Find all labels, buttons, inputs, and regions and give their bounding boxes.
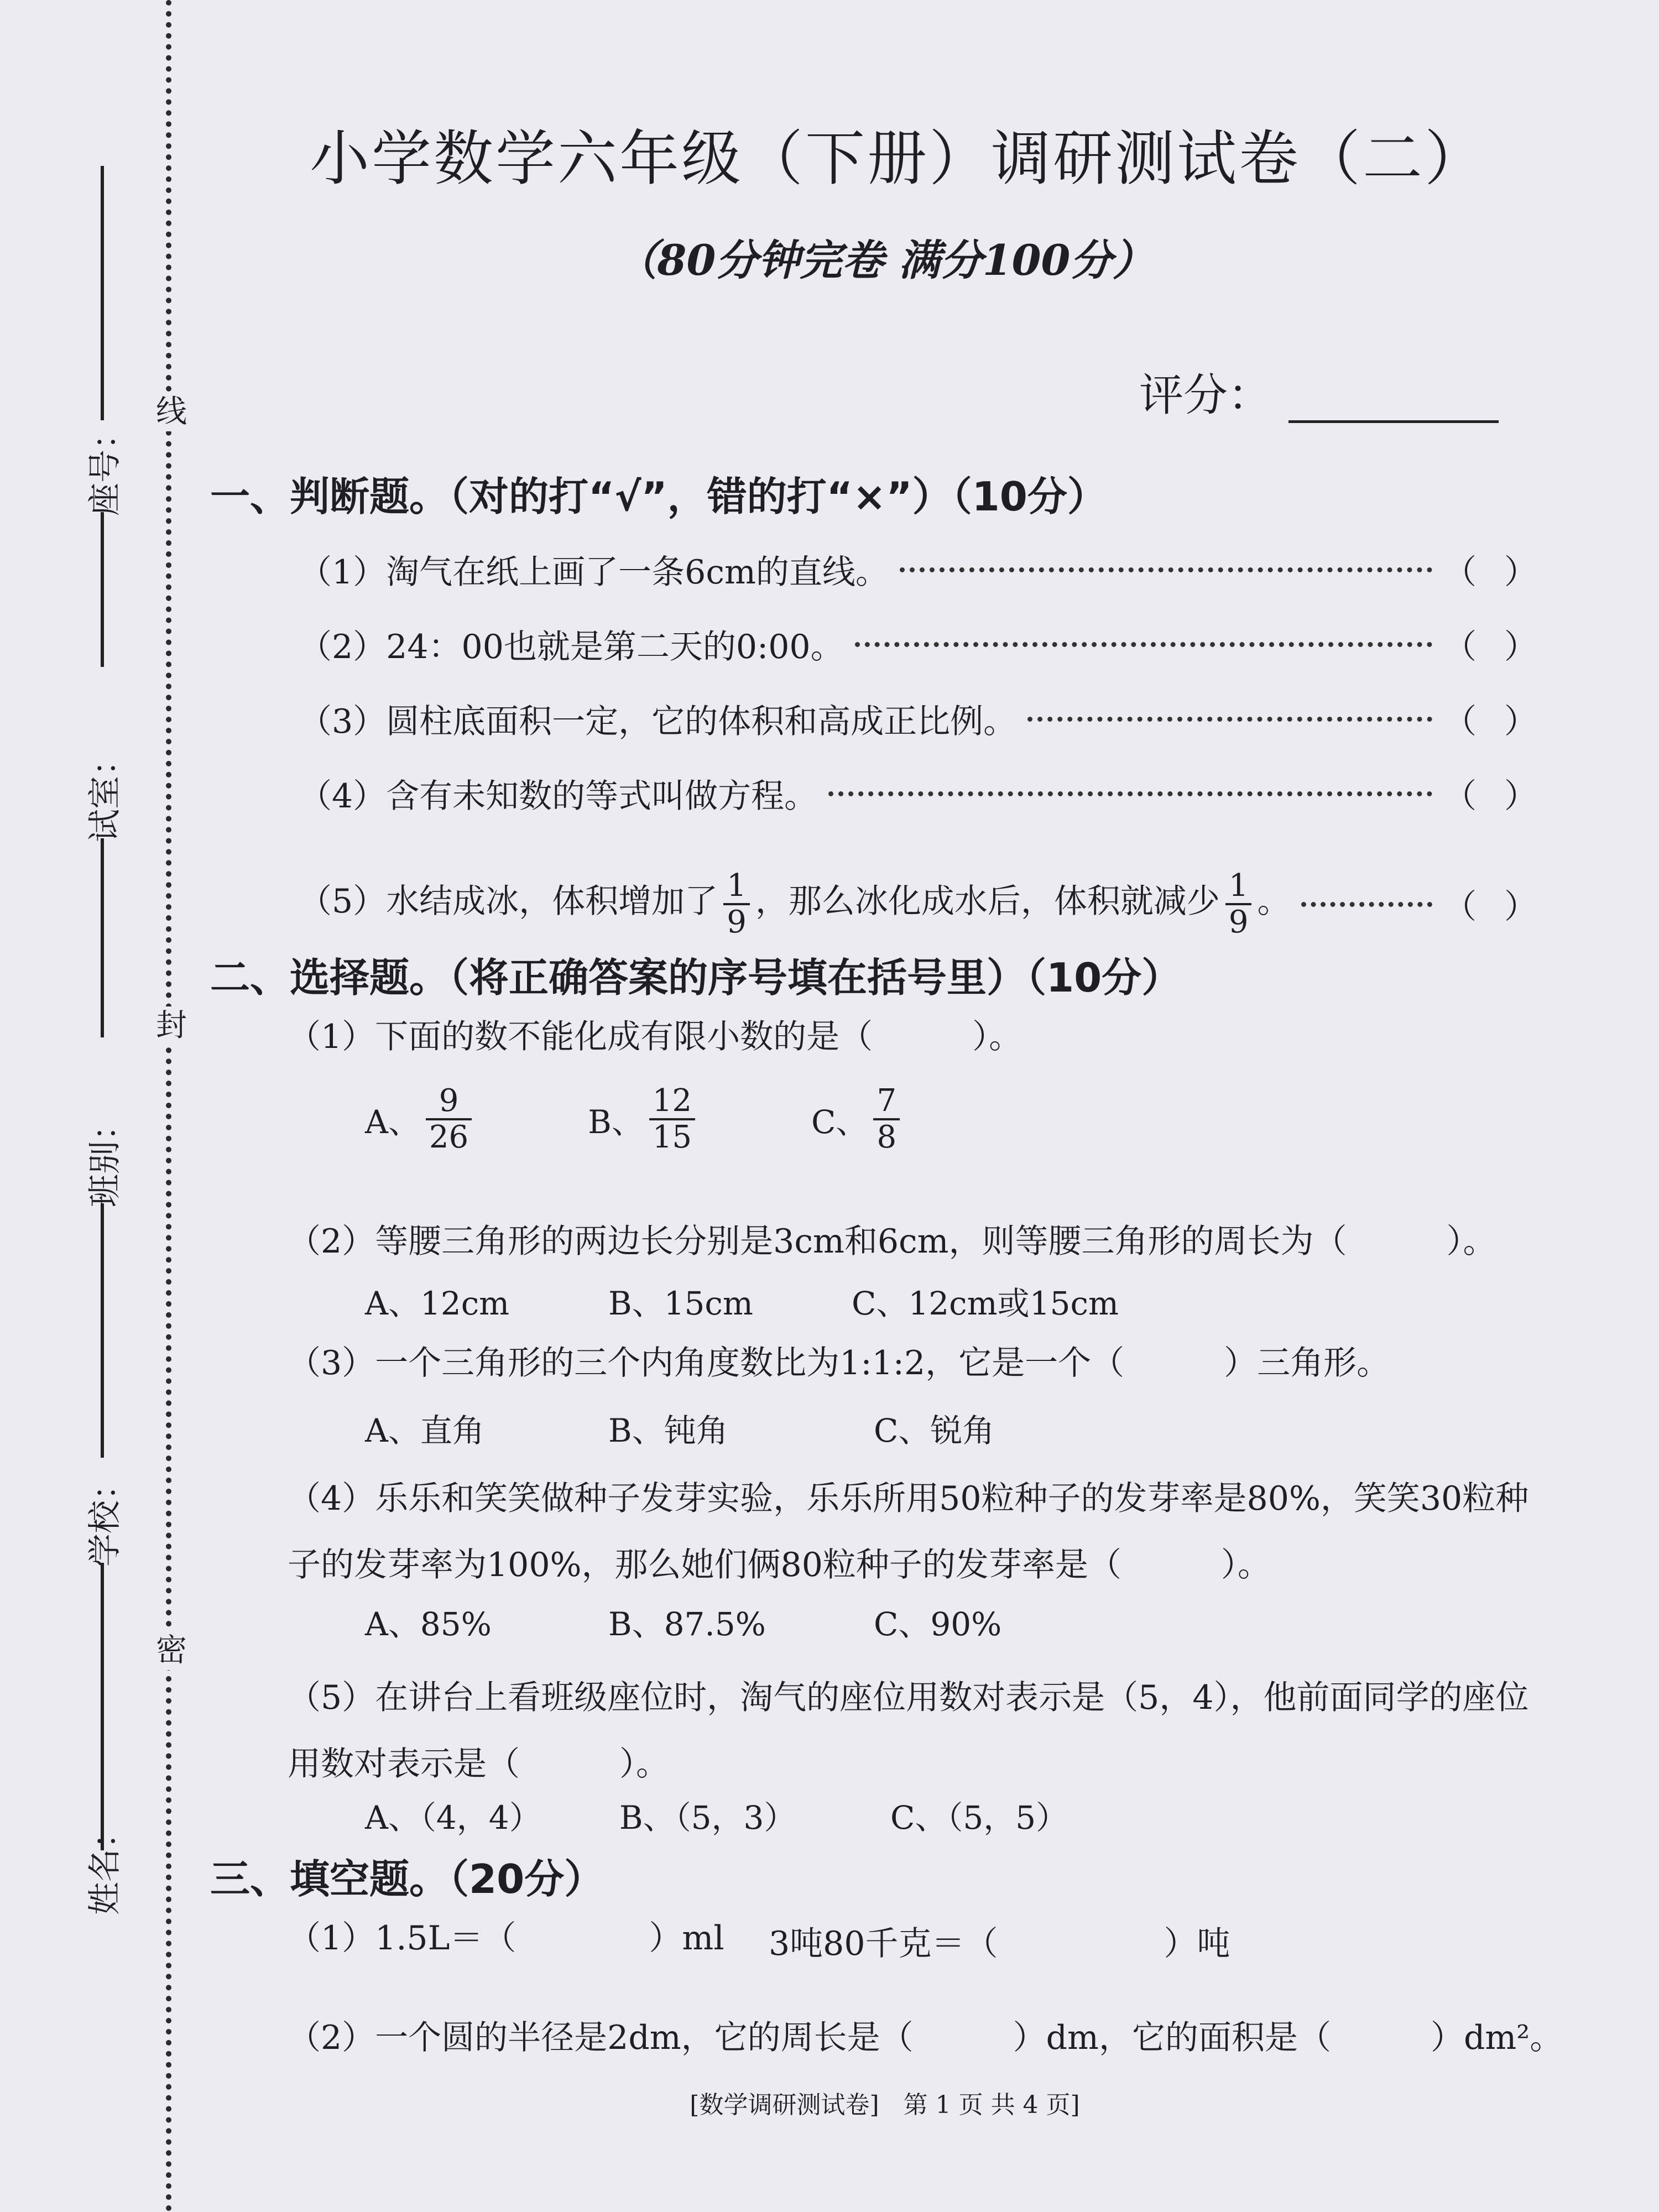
seal-char-mi: 密 xyxy=(152,1631,191,1670)
fraction: $\frac{1}{9}$ xyxy=(1225,869,1252,939)
choice-q5-option-b[interactable]: B、（5，3） xyxy=(619,1799,796,1837)
choice-q1-option-c[interactable]: C、 $\frac{7}{8}$ xyxy=(811,1084,905,1154)
choice-q3-options xyxy=(365,1405,994,1451)
school-label: 学校： xyxy=(86,1467,124,1567)
tf-item-2-text: （2）24：00也就是第二天的0:00。 xyxy=(299,628,844,666)
choice-q5-option-a[interactable]: A、（4，4） xyxy=(365,1799,541,1837)
choice-q2-option-c[interactable]: C、12cm或15cm xyxy=(852,1285,1119,1322)
choice-q3-option-c[interactable]: C、锐角 xyxy=(874,1412,995,1449)
choice-q2-option-a[interactable]: A、12cm xyxy=(365,1285,510,1322)
choice-q4-text: （4）乐乐和笑笑做种子发芽实验，乐乐所用50粒种子的发芽率是80%，笑笑30粒种子的发芽率为100%，那么她们俩80粒种子的发芽率是（ ）。 xyxy=(288,1479,1529,1584)
exam-room-label: 试室： xyxy=(86,743,124,842)
answer-paren[interactable]: （ ） xyxy=(1443,628,1537,666)
name-field[interactable] xyxy=(61,1815,144,1915)
seat-number-field[interactable] xyxy=(61,166,144,667)
seat-number-label: 座号： xyxy=(86,416,124,516)
choice-q1-option-a[interactable]: A、 $\frac{9}{26}$ xyxy=(365,1084,477,1154)
answer-paren[interactable]: （ ） xyxy=(1443,777,1537,816)
tf-item-4-text: （4）含有未知数的等式叫做方程。 xyxy=(299,777,818,816)
leader-dots xyxy=(855,642,1432,647)
choice-q4-option-c[interactable]: C、90% xyxy=(874,1605,1002,1643)
choice-q3-option-a[interactable]: A、直角 xyxy=(365,1412,484,1449)
fill-q1b[interactable]: 3吨80千克＝（ ）吨 xyxy=(769,1924,1230,1963)
score-area xyxy=(1139,359,1499,423)
section-2-heading: 二、选择题。（将正确答案的序号填在括号里）（10分） xyxy=(210,954,1182,1001)
tf-item-5 xyxy=(299,863,1537,946)
page-footer: [数学调研测试卷] 第 1 页 共 4 页] xyxy=(690,2091,1080,2119)
seal-char-xian: 线 xyxy=(152,393,191,431)
answer-paren[interactable]: （ ） xyxy=(1443,888,1537,926)
leader-dots xyxy=(828,791,1432,796)
class-label: 班别： xyxy=(86,1108,124,1207)
score-blank[interactable] xyxy=(1288,382,1499,423)
exam-room-field[interactable] xyxy=(61,743,144,1037)
choice-q5-option-c[interactable]: C、（5，5） xyxy=(890,1799,1068,1837)
leader-dots xyxy=(900,567,1432,572)
leader-dots xyxy=(1301,902,1432,907)
choice-q5-options xyxy=(365,1792,1068,1838)
choice-q4-option-a[interactable]: A、85% xyxy=(365,1605,492,1643)
choice-q4-option-b[interactable]: B、87.5% xyxy=(608,1605,766,1643)
seal-char-feng: 封 xyxy=(152,1006,191,1045)
choice-q2-options xyxy=(365,1277,1119,1324)
exam-subtitle: （80分钟完卷 满分100分） xyxy=(615,236,1155,285)
school-field[interactable] xyxy=(61,1467,144,1850)
exam-title: 小学数学六年级（下册）调研测试卷（二） xyxy=(310,124,1487,194)
tf-item-3 xyxy=(299,694,1537,744)
section-3-heading: 三、填空题。（20分） xyxy=(210,1856,604,1902)
binding-margin xyxy=(0,0,187,2212)
answer-paren[interactable]: （ ） xyxy=(1443,702,1537,741)
class-field[interactable] xyxy=(61,1108,144,1458)
choice-q1-text: （1）下面的数不能化成有限小数的是（ ）。 xyxy=(288,1018,1022,1056)
name-label: 姓名： xyxy=(86,1815,124,1915)
fill-q2[interactable]: （2）一个圆的半径是2dm，它的周长是（ ）dm，它的面积是（ ）dm²。 xyxy=(288,2018,1563,2057)
tf-item-1 xyxy=(299,545,1537,594)
tf-item-5-text: （5）水结成冰，体积增加了 $\frac{1}{9}$ ，那么冰化成水后，体积就减少 $\frac{1}{9}$ 。 xyxy=(299,868,1291,940)
answer-paren[interactable]: （ ） xyxy=(1443,553,1537,592)
tf-item-2 xyxy=(299,619,1537,669)
choice-q3-text: （3）一个三角形的三个内角度数比为1:1:2，它是一个（ ）三角形。 xyxy=(288,1344,1390,1383)
choice-q4-options xyxy=(365,1598,1001,1645)
choice-q2-option-b[interactable]: B、15cm xyxy=(608,1285,753,1322)
tf-item-1-text: （1）淘气在纸上画了一条6cm的直线。 xyxy=(299,553,889,592)
leader-dots xyxy=(1027,717,1432,722)
choice-q3-option-b[interactable]: B、钝角 xyxy=(608,1412,728,1449)
choice-q1-options xyxy=(365,1084,905,1154)
fraction: $\frac{1}{9}$ xyxy=(723,869,750,939)
choice-q5-text: （5）在讲台上看班级座位时，淘气的座位用数对表示是（5，4），他前面同学的座位用数对表示是（ ）。 xyxy=(288,1678,1529,1783)
fill-q1a[interactable]: （1）1.5L＝（ ）ml xyxy=(288,1919,724,1958)
choice-q1-option-b[interactable]: B、 $\frac{12}{15}$ xyxy=(588,1084,701,1154)
tf-item-4 xyxy=(299,769,1537,818)
score-label: 评分： xyxy=(1139,369,1272,421)
seal-dotted-line xyxy=(166,0,171,2212)
tf-item-3-text: （3）圆柱底面积一定，它的体积和高成正比例。 xyxy=(299,702,1017,741)
choice-q2-text: （2）等腰三角形的两边长分别是3cm和6cm，则等腰三角形的周长为（ ）。 xyxy=(288,1222,1496,1261)
section-1-heading: 一、判断题。（对的打“√”，错的打“×”）（10分） xyxy=(210,473,1107,520)
